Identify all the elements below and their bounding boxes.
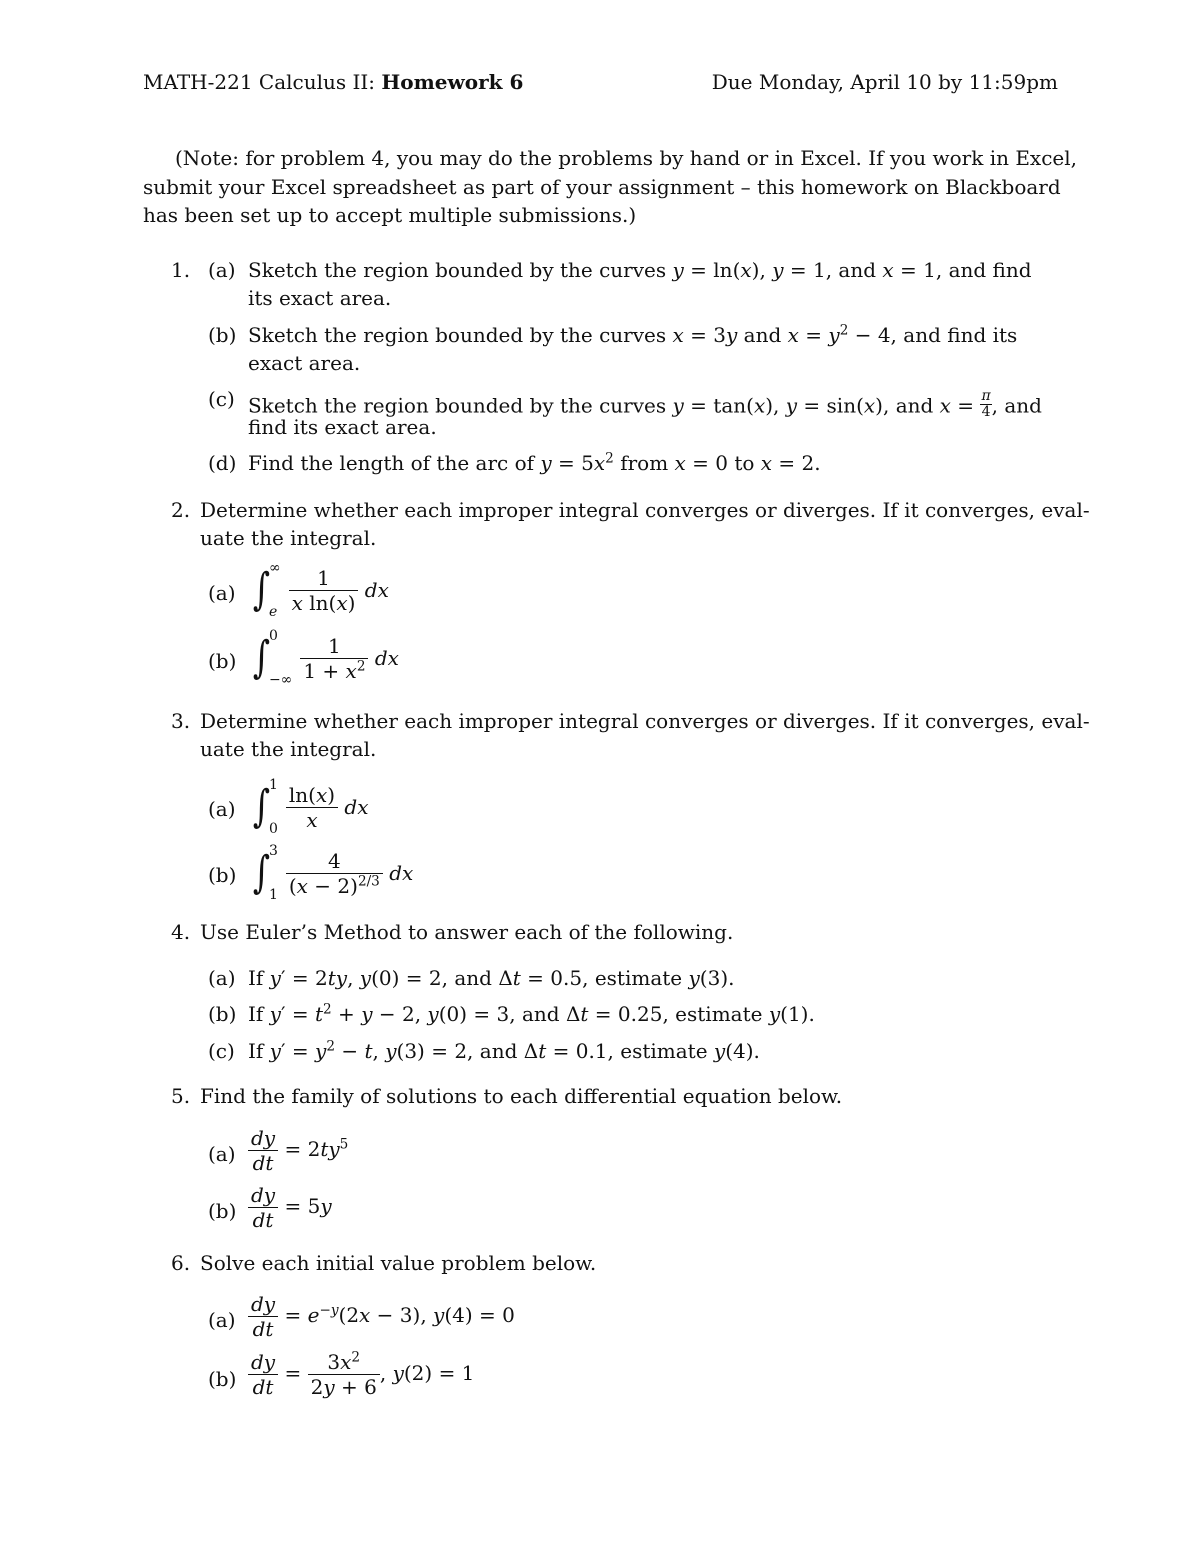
problem-4c-text: If $y' = y^2 - t$, y(3) = 2, and Δt = 0.1, estimate y(4). (248, 1038, 760, 1063)
problem-1c-text: Sketch the region bounded by the curves y = tan(x), y = sin(x), and x = $\frac{\pi}{4}$ , and (248, 388, 1042, 420)
problem-5-line-1: Find the family of solutions to each differential equation below. (200, 1084, 843, 1108)
problem-3a-integral: ∫ 1 0 $\frac{\ln(x)}{x}$ dx (252, 777, 369, 837)
problem-3b-integral: ∫ 3 1 $\frac{4}{(x - 2)^{2/3}}$ dx (252, 843, 414, 903)
problem-4-line-1: Use Euler’s Method to answer each of the following. (200, 920, 734, 944)
note-line-2: submit your Excel spreadsheet as part of your assignment – this homework on Blackboard (143, 175, 1061, 199)
problem-1b-label: (b) (208, 323, 237, 347)
problem-1-number: 1. (171, 258, 191, 282)
header-homework: Homework 6 (381, 70, 524, 94)
problem-2-number: 2. (171, 498, 191, 522)
problem-3b-label: (b) (208, 863, 237, 887)
problem-2a-integral: ∫ ∞ e $\frac{1}{\text{x ln(x)}}$ dx (252, 560, 389, 620)
header-due-date: Due Monday, April 10 by 11:59pm (711, 70, 1058, 94)
problem-3-line-1: Determine whether each improper integral converges or diverges. If it converges, eval- (200, 709, 1090, 733)
problem-4b-label: (b) (208, 1002, 237, 1026)
problem-1a-continuation: its exact area. (248, 286, 392, 310)
problem-1d-text: Find the length of the arc of $y = 5x^2$ from x = 0 to x = 2. (248, 450, 821, 475)
note-line-3: has been set up to accept multiple submissions.) (143, 203, 637, 227)
problem-4b-text: If $y' = t^2 + y - 2$, y(0) = 3, and Δt = 0.25, estimate y(1). (248, 1001, 815, 1026)
problem-4a-label: (a) (208, 966, 236, 990)
problem-6b-equation: $\frac{dy}{dt}$ = $\frac{3x^2}{2y + 6}$ , y(2) = 1 (248, 1350, 474, 1399)
problem-1a-label: (a) (208, 258, 236, 282)
problem-3-number: 3. (171, 709, 191, 733)
problem-6a-label: (a) (208, 1308, 236, 1332)
problem-6-number: 6. (171, 1251, 191, 1275)
header-course: MATH-221 Calculus II: Homework 6 (143, 70, 524, 94)
problem-2b-integral: ∫ 0 −∞ $\frac{1}{1 + x^2}$ dx (252, 628, 399, 688)
problem-1d-label: (d) (208, 451, 237, 475)
problem-4a-text: If y′ = 2ty, y(0) = 2, and Δt = 0.5, estimate y(3). (248, 966, 735, 990)
problem-1c-continuation: find its exact area. (248, 415, 437, 439)
problem-4c-label: (c) (208, 1039, 235, 1063)
problem-6b-label: (b) (208, 1367, 237, 1391)
problem-2b-label: (b) (208, 649, 237, 673)
problem-3-line-2: uate the integral. (200, 737, 377, 761)
problem-5-number: 5. (171, 1084, 191, 1108)
problem-1b-continuation: exact area. (248, 351, 361, 375)
problem-2-line-1: Determine whether each improper integral converges or diverges. If it converges, eval- (200, 498, 1090, 522)
problem-3a-label: (a) (208, 797, 236, 821)
problem-6-line-1: Solve each initial value problem below. (200, 1251, 597, 1275)
problem-4-number: 4. (171, 920, 191, 944)
problem-1a-text: Sketch the region bounded by the curves y = ln(x), y = 1, and x = 1, and find (248, 258, 1032, 282)
problem-2-line-2: uate the integral. (200, 526, 377, 550)
problem-5a-label: (a) (208, 1142, 236, 1166)
problem-2a-label: (a) (208, 581, 236, 605)
problem-5b-label: (b) (208, 1199, 237, 1223)
problem-5b-equation: $\frac{dy}{dt}$ = 5y (248, 1183, 332, 1232)
problem-6a-equation: $\frac{dy}{dt}$ = $e^{-y}(2x - 3)$, y(4) = 0 (248, 1292, 515, 1341)
note-line-1: (Note: for problem 4, you may do the problems by hand or in Excel. If you work in Excel, (175, 146, 1078, 170)
problem-1b-text: Sketch the region bounded by the curves x = 3y and $x = y^2 - 4$, and find its (248, 322, 1018, 347)
problem-5a-equation: $\frac{dy}{dt}$ = $2ty^5$ (248, 1126, 348, 1175)
problem-1c-label: (c) (208, 387, 235, 411)
